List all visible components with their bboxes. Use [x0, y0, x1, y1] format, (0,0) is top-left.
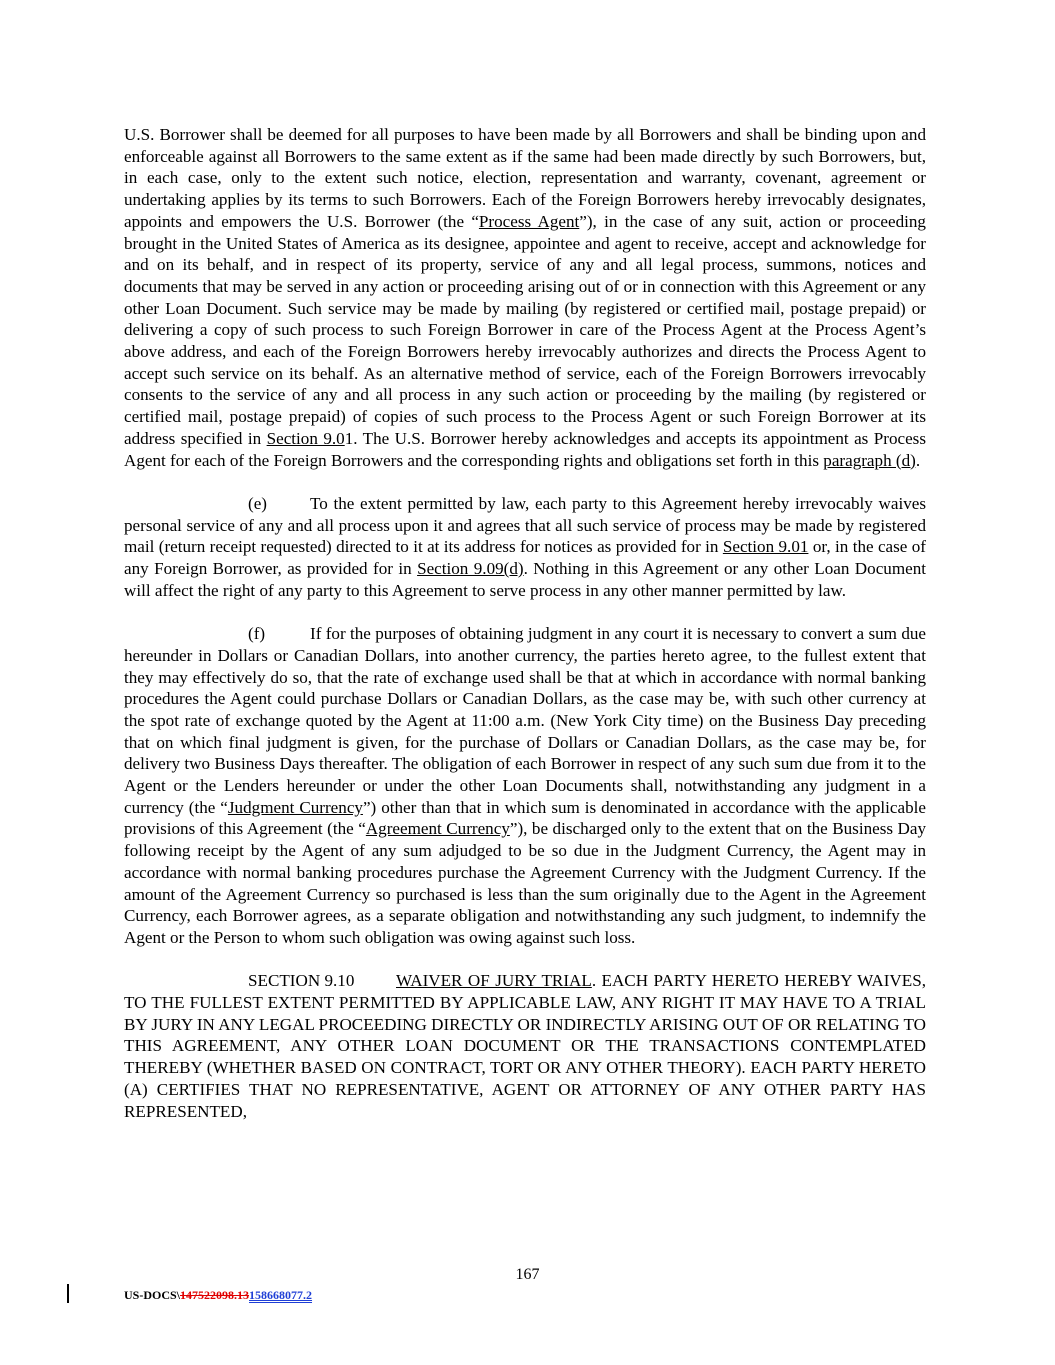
section-label: SECTION 9.10	[248, 971, 355, 991]
doc-id-deleted: 147522098.13	[180, 1288, 250, 1302]
doc-id-inserted: 158668077.2	[249, 1288, 313, 1302]
revision-change-bar	[67, 1284, 69, 1303]
defined-term-agreement-currency: Agreement Currency	[365, 819, 510, 839]
defined-term-judgment-currency: Judgment Currency	[227, 797, 363, 817]
paragraph-continuation	[124, 124, 926, 471]
doc-id-prefix: US-DOCS\	[124, 1288, 181, 1302]
text-run: To the extent permitted by law, each party to this Agreement hereby irrevocably waives personal service of any and all process upon it and agrees that all such service of process may be made by registered mail (return receipt requested) directed to it at its address for notices as provided for in	[124, 493, 926, 557]
text-run: ”), be discharged only to the extent that on the Business Day following receipt by the Agent of any sum adjudged to be so due in the Judgment Currency, the Agent may in accordance with normal banking procedures purchase the Agreement Currency with the Judgment Currency. If the amount of the Agreement Currency so purchased is less than the sum originally due to the Agent in the Agreement Currency, each Borrower agrees, as a separate obligation and notwithstanding any such judgment, to indemnify the Agent or the Person to whom such obligation was owing against such loss.	[124, 819, 927, 947]
paragraph-label: (f)	[248, 624, 266, 644]
section-9-10	[124, 970, 926, 1122]
paragraph-label: (e)	[248, 493, 267, 513]
cross-reference-paragraph: paragraph (d)	[823, 450, 916, 470]
cross-reference-section: Section 9.09(d)	[417, 559, 524, 579]
section-heading: WAIVER OF JURY TRIAL	[396, 971, 592, 991]
text-run: 1. The U.S. Borrower hereby acknowledges and accepts its appointment as Process Agent for each of the Foreign Borrowers and the corresponding rights and obligations set forth in this	[124, 428, 926, 470]
text-run: If for the purposes of obtaining judgment in any court it is necessary to convert a sum due hereunder in Dollars or Canadian Dollars, into another currency, the parties hereto agree, to the fullest extent that they may effectively do so, that the rate of exchange used shall be that at which in accordance with normal banking procedures the Agent could purchase Dollars or Canadian Dollars, as the case may be, with such other currency at the spot rate of exchange quoted by the Agent at 11:00 a.m. (New York City time) on the Business Day preceding that on which final judgment is given, for the purchase of Dollars or Canadian Dollars, as the case may be, for delivery two Business Days thereafter. The obligation of each Borrower in respect of any such sum due from it to the Agent or the Lenders hereunder or under the other Loan Documents shall, notwithstanding any judgment in a currency (the “	[124, 624, 926, 817]
text-run: . Nothing in this Agreement or any other Loan Document will affect the right of any party to this Agreement to serve process in any other manner permitted by law.	[124, 559, 927, 600]
document-body	[124, 124, 926, 1144]
paragraph-e	[124, 493, 926, 602]
page-number: 167	[515, 1266, 540, 1283]
text-run: ”), in the case of any suit, action or proceeding brought in the United States of America as its designee, appointee and agent to receive, accept and acknowledge for and on its behalf, and in respect of its property, service of any and all legal process, summons, notices and documents that may be served in any action or proceeding arising out of or in connection with this Agreement or any other Loan Document. Such service may be made by mailing (by registered or certified mail, postage prepaid) or delivering a copy of such process to such Foreign Borrower in care of the Process Agent at the Process Agent’s above address, and each of the Foreign Borrowers hereby irrevocably authorizes and directs the Process Agent to accept such service on its behalf. As an alternative method of service, each of the Foreign Borrowers irrevocably consents to the service of any and all process in any such action or proceeding by the mailing (by registered or certified mail, postage prepaid) of copies of such process to the Process Agent or such Foreign Borrower at its address specified in	[124, 211, 926, 448]
defined-term-process-agent: Process Agent	[478, 211, 580, 231]
cross-reference-section: Section 9.01	[722, 537, 809, 557]
text-run: or, in the case of any Foreign Borrower, as provided for in	[124, 537, 927, 579]
text-run: U.S. Borrower shall be deemed for all purposes to have been made by all Borrowers and shall be binding upon and enforceable against all Borrowers to the same extent as if the same had been made directly by such Borrowers, but, in each case, only to the extent such notice, election, representation and warranty, covenant, agreement or undertaking applies by its terms to such Borrowers. Each of the Foreign Borrowers hereby irrevocably designates, appoints and empowers the U.S. Borrower (the “	[124, 125, 926, 231]
document-id	[124, 1288, 312, 1303]
paragraph-f	[124, 623, 926, 949]
cross-reference-section: Section 9.0	[266, 428, 345, 448]
text-run: .	[915, 450, 921, 470]
text-run: . EACH PARTY HERETO HEREBY WAIVES, TO THE FULLEST EXTENT PERMITTED BY APPLICABLE LAW, ANY RIGHT IT MAY HAVE TO A TRIAL BY JURY IN ANY LEGAL PROCEEDING DIRECTLY OR INDIRECTLY ARISING OUT OF OR RELATING TO THIS AGREEMENT, ANY OTHER LOAN DOCUMENT OR THE TRANSACTIONS CONTEMPLATED THEREBY (WHETHER BASED ON CONTRACT, TORT OR ANY OTHER THEORY). EACH PARTY HERETO (A) CERTIFIES THAT NO REPRESENTATIVE, AGENT OR ATTORNEY OF ANY OTHER PARTY HAS REPRESENTED,	[124, 971, 926, 1121]
text-run: ”) other than that in which sum is denominated in accordance with the applicable provisions of this Agreement (the “	[124, 797, 926, 839]
